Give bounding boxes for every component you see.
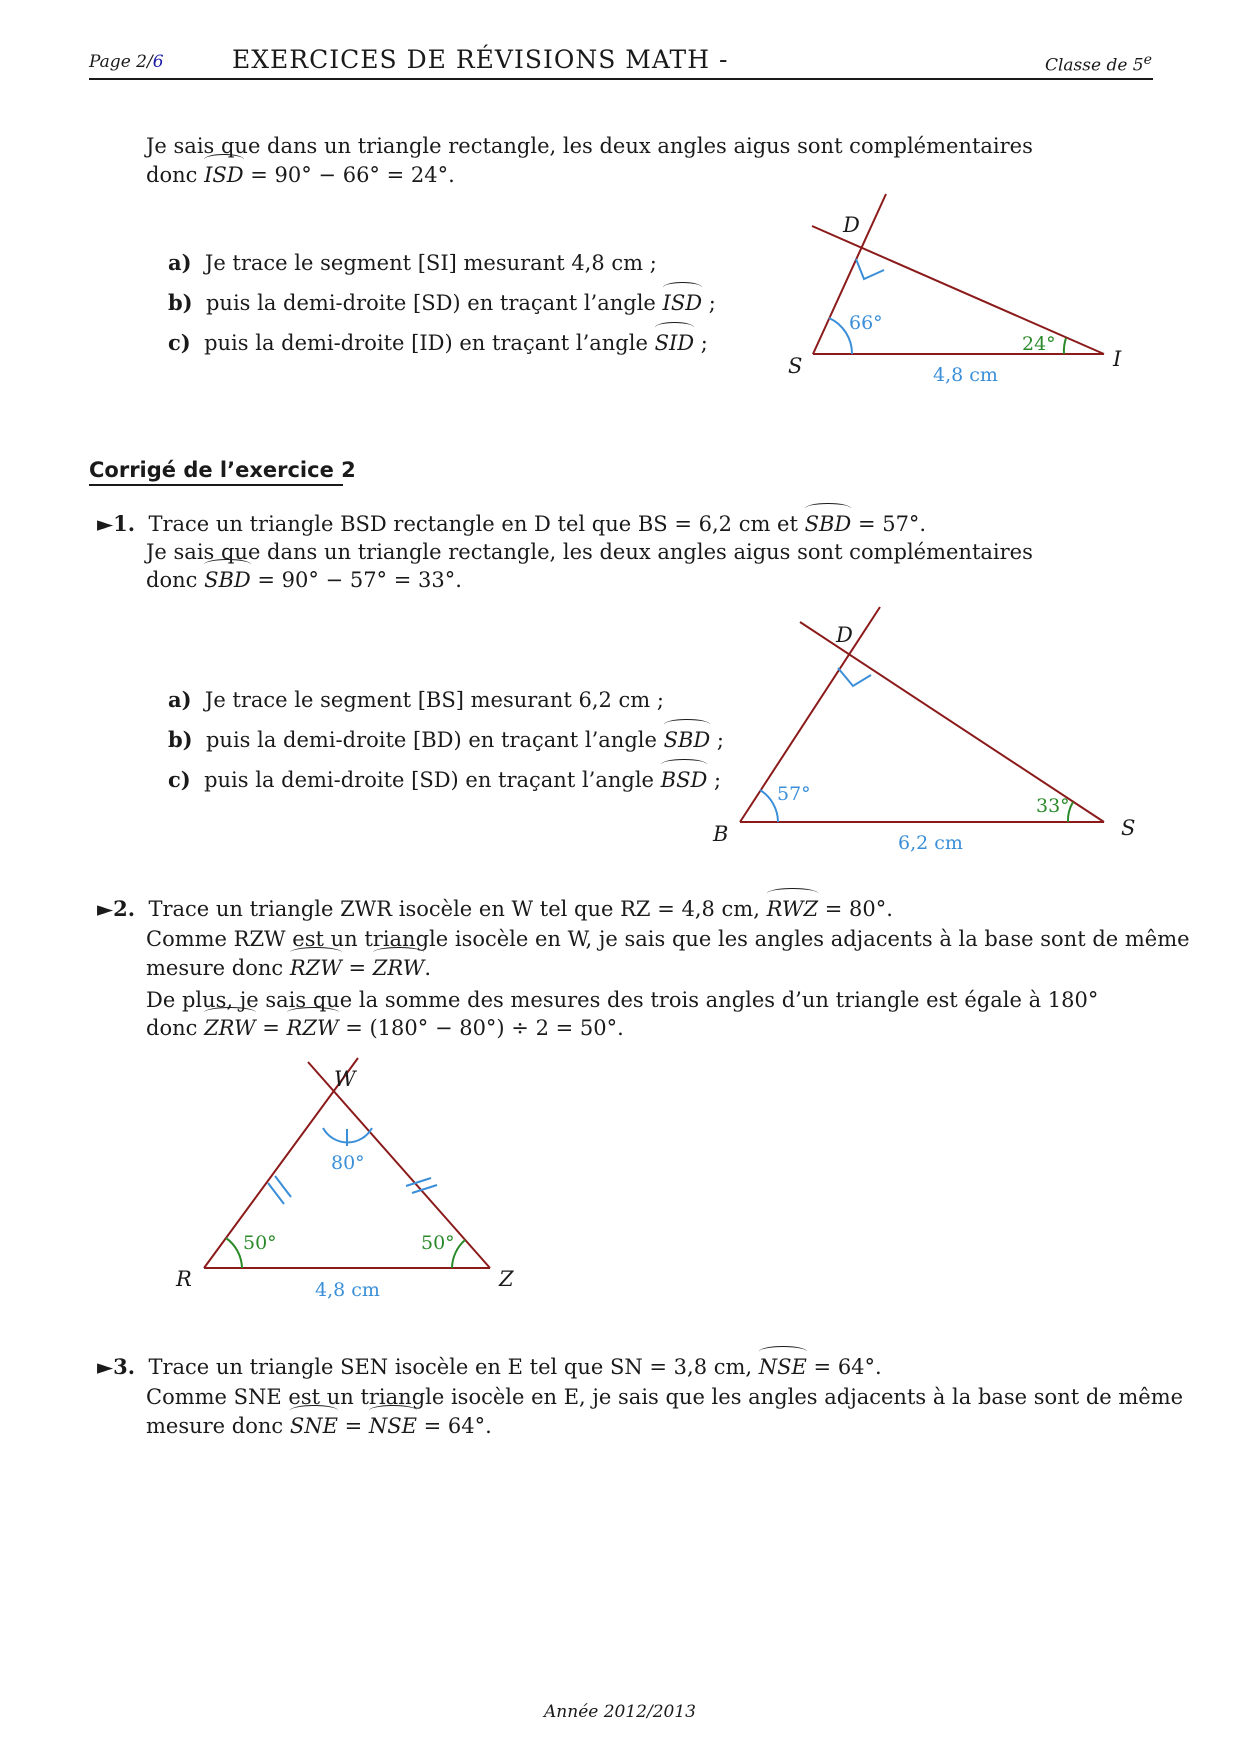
footer-year: Année 2012/2013 xyxy=(544,1702,696,1722)
angle-arc-r xyxy=(226,1238,242,1268)
ex1-step-a: a) Je trace le segment [SI] mesurant 4,8 cm ; xyxy=(168,250,657,275)
side-label-rz: 4,8 cm xyxy=(315,1279,380,1301)
angle-label-s: 33° xyxy=(1036,795,1070,817)
equal-mark-zw-2 xyxy=(412,1185,437,1193)
label-z: Z xyxy=(499,1267,514,1291)
label-w: W xyxy=(334,1067,356,1091)
equal-mark-zw-1 xyxy=(406,1178,431,1186)
angle-label-w: 80° xyxy=(331,1152,365,1174)
document-title: EXERCICES DE RÉVISIONS MATH - xyxy=(232,45,729,74)
q3-line2: Comme SNE est un triangle isocèle en E, je sais que les angles adjacents à la base sont de même xyxy=(146,1385,1184,1409)
angle-label-b: 57° xyxy=(777,783,811,805)
section-title: Corrigé de l’exercice 2 xyxy=(89,458,356,482)
label-d: D xyxy=(843,213,860,237)
angle-label-s: 66° xyxy=(849,312,883,334)
q1-step-c: c) puis la demi-droite [SD) en traçant l’angle BSD ; xyxy=(168,767,722,792)
side-label-bs: 6,2 cm xyxy=(898,832,963,854)
angle-label-z: 50° xyxy=(421,1232,455,1254)
q1-line3: donc SBD = 90° − 57° = 33°. xyxy=(146,568,462,592)
page-number: Page 2/6 xyxy=(89,52,164,72)
q1-step-b: b) puis la demi-droite [BD) en traçant l’angle SBD ; xyxy=(168,727,725,752)
ex1-step-c: c) puis la demi-droite [ID) en traçant l’angle SID ; xyxy=(168,330,708,355)
ex1-conclusion-line1: Je sais que dans un triangle rectangle, les deux angles aigus sont complémentaires xyxy=(146,134,1033,158)
label-b: B xyxy=(713,822,729,846)
q1-statement: ►1. Trace un triangle BSD rectangle en D tel que BS = 6,2 cm et SBD = 57°. xyxy=(97,511,927,536)
q2-line5: donc ZRW = RZW = (180° − 80°) ÷ 2 = 50°. xyxy=(146,1016,624,1040)
label-i: I xyxy=(1113,347,1122,371)
label-s: S xyxy=(788,354,803,378)
q2-line2: Comme RZW est un triangle isocèle en W, je sais que les angles adjacents à la base sont de même xyxy=(146,927,1190,951)
label-s: S xyxy=(1121,816,1136,840)
q2-statement: ►2. Trace un triangle ZWR isocèle en W tel que RZ = 4,8 cm, RWZ = 80°. xyxy=(97,896,893,921)
angle-label-i: 24° xyxy=(1022,333,1056,355)
q1-step-a: a) Je trace le segment [BS] mesurant 6,2 cm ; xyxy=(168,687,664,712)
label-d: D xyxy=(836,623,853,647)
ex1-step-b: b) puis la demi-droite [SD) en traçant l’angle ISD ; xyxy=(168,290,716,315)
q3-line3: mesure donc SNE = NSE = 64°. xyxy=(146,1414,492,1438)
side-label-si: 4,8 cm xyxy=(933,364,998,386)
class-label: Classe de 5e xyxy=(1044,52,1152,76)
ex1-conclusion-line2: donc ISD = 90° − 66° = 24°. xyxy=(146,163,455,187)
angle-label-r: 50° xyxy=(243,1232,277,1254)
q1-line2: Je sais que dans un triangle rectangle, les deux angles aigus sont complémentaires xyxy=(146,540,1033,564)
q2-line4: De plus, je sais que la somme des mesures des trois angles d’un triangle est égale à 180° xyxy=(146,988,1099,1012)
label-r: R xyxy=(176,1267,192,1291)
q2-line3: mesure donc RZW = ZRW. xyxy=(146,956,432,980)
q3-statement: ►3. Trace un triangle SEN isocèle en E tel que SN = 3,8 cm, NSE = 64°. xyxy=(97,1354,882,1379)
page-total-link[interactable]: 6 xyxy=(152,52,164,72)
